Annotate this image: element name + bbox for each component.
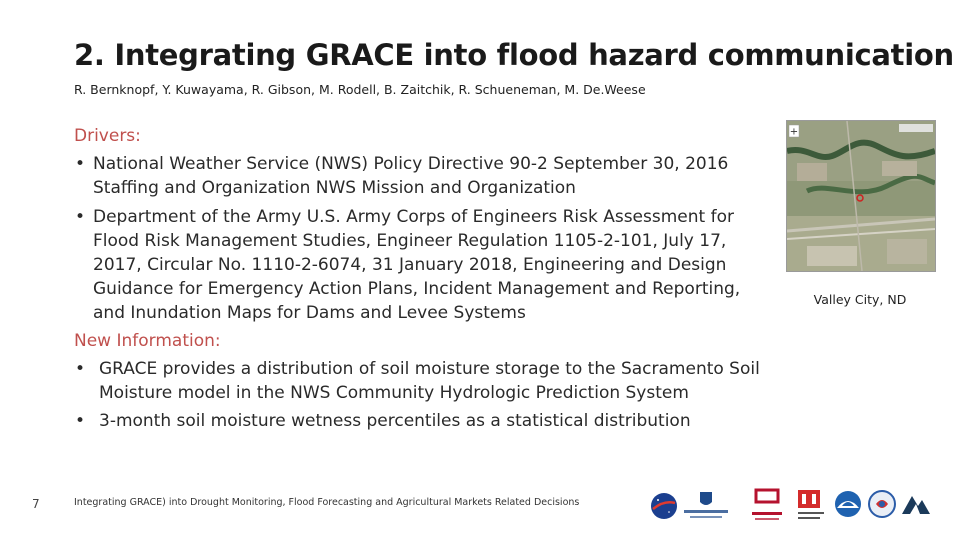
- partner-logos: [648, 486, 938, 526]
- satellite-map-image: [787, 121, 935, 271]
- drivers-heading: Drivers:: [74, 126, 141, 146]
- drivers-list: [74, 152, 774, 325]
- army-corps-of-engineers-logo: [796, 488, 826, 524]
- footer-text: Integrating GRACE) into Drought Monitoring, Flood Forecasting and Agricultural Markets Related Decisions: [74, 497, 580, 508]
- new-information-item: • 3-month soil moisture wetness percentiles as a statistical distribution: [74, 409, 774, 433]
- new-information-heading: New Information:: [74, 330, 221, 351]
- nws-logo: [868, 490, 896, 518]
- driver-item: • National Weather Service (NWS) Policy Directive 90-2 September 30, 2016 Staffing and Organization NWS Mission and Organization: [74, 152, 774, 200]
- map-caption: Valley City, ND: [813, 292, 907, 307]
- svg-text:+: +: [789, 126, 799, 138]
- nasa-logo: [650, 492, 678, 520]
- unm-logo: [752, 488, 782, 524]
- new-information-item: • GRACE provides a distribution of soil moisture storage to the Sacramento Soil Moisture model in the NWS Community Hydrologic Prediction System: [74, 357, 774, 405]
- new-information-list: [74, 357, 774, 434]
- satellite-map[interactable]: [786, 120, 936, 272]
- page-title: 2. Integrating GRACE into flood hazard communication: [74, 38, 954, 72]
- driver-item: • Department of the Army U.S. Army Corps of Engineers Risk Assessment for Flood Risk Management Studies, Engineer Regulation 1105-2-101, July 17, 2017, Circular No. 1110-2-6074, 31 January 2018, Engineering and Design Guidance for Emergency Action Plans, Incident Management and Reporting, and Inundation Maps for Dams and Levee Systems: [74, 205, 774, 326]
- slide-number: 7: [32, 497, 40, 511]
- noaa-logo: [834, 490, 862, 518]
- slide-body: [74, 124, 774, 436]
- mountain-logo: [902, 492, 930, 516]
- authors-line: R. Bernknopf, Y. Kuwayama, R. Gibson, M. Rodell, B. Zaitchik, R. Schueneman, M. De.Weese: [74, 82, 646, 97]
- johns-hopkins-logo: [682, 490, 730, 522]
